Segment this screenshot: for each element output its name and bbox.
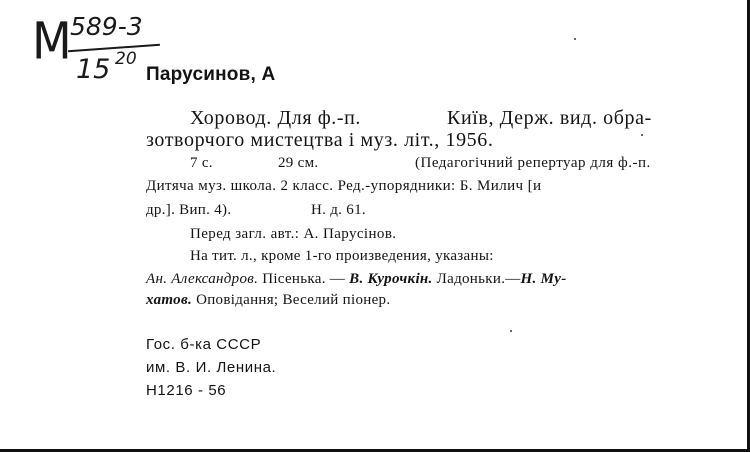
contents-author-2: В. Курочкін. bbox=[349, 271, 433, 287]
title-line-2: зотворчого мистецтва і муз. літ., 1956. bbox=[146, 129, 494, 151]
contents-author-3-cont: хатов. bbox=[146, 292, 193, 308]
title-line-1b: Київ, Держ. вид. обра- bbox=[447, 107, 652, 129]
note-contents-line-1: На тит. л., кроме 1-го произведения, указаны: bbox=[190, 248, 494, 264]
shelfmark-superscript: 20 bbox=[115, 49, 137, 69]
collation-line-3b: Н. д. 61. bbox=[311, 202, 366, 218]
shelfmark-denominator: 15 bbox=[76, 54, 111, 85]
contents-author-1: Ан. Александров. bbox=[146, 271, 259, 287]
collation-series-a: (Педагогічний репертуар для ф.-п. bbox=[415, 155, 651, 171]
contents-author-3: Н. Му- bbox=[520, 271, 567, 287]
collation-line-2: Дитяча муз. школа. 2 класс. Ред.-упорядники: Б. Милич [и bbox=[146, 178, 542, 194]
holding-library-line-1: Гос. б-ка СССР bbox=[146, 336, 262, 353]
collation-line-3a: др.]. Вип. 4). bbox=[146, 202, 232, 218]
title-line-1a: Хоровод. Для ф.-п. bbox=[190, 107, 362, 129]
note-author-form: Перед загл. авт.: А. Парусінов. bbox=[190, 226, 397, 242]
author-heading: Парусинов, А bbox=[146, 64, 276, 85]
contents-works-3: Оповідання; Веселий піонер. bbox=[192, 292, 391, 308]
speck bbox=[574, 38, 576, 40]
holding-library-line-3: Н1216 - 56 bbox=[146, 382, 227, 399]
contents-work-1: Пісенька. — bbox=[258, 271, 350, 287]
collation-size: 29 см. bbox=[278, 155, 319, 171]
note-contents-line-2 bbox=[146, 271, 567, 288]
speck bbox=[510, 330, 512, 332]
speck bbox=[641, 134, 643, 136]
contents-work-2: Ладоньки.— bbox=[432, 271, 521, 287]
holding-library-line-2: им. В. И. Ленина. bbox=[146, 359, 277, 376]
note-contents-line-3 bbox=[146, 292, 390, 309]
shelfmark-fraction-line bbox=[68, 44, 160, 52]
shelfmark-number: 589-3 bbox=[70, 12, 143, 41]
collation-pages: 7 с. bbox=[190, 155, 213, 171]
shelfmark-letter: M bbox=[32, 11, 70, 71]
